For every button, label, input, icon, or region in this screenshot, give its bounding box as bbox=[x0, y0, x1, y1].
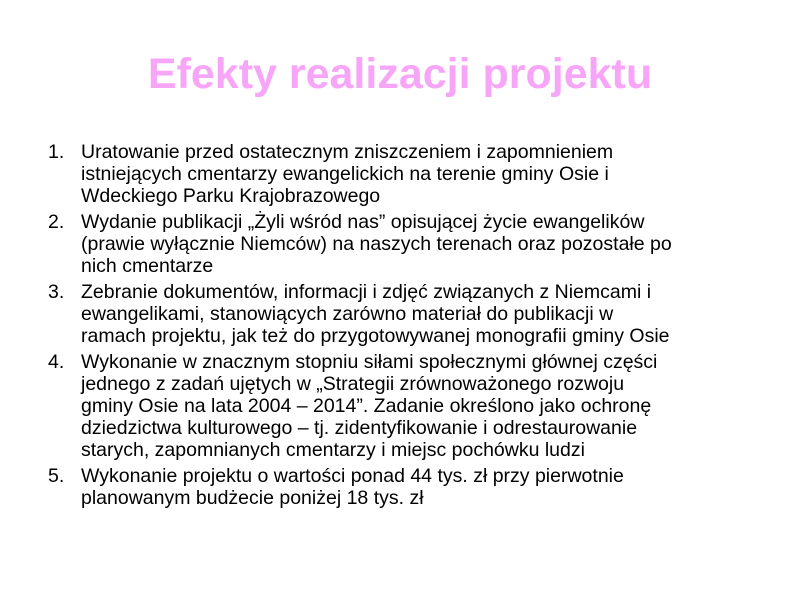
list-item-text: Uratowanie przed ostatecznym zniszczeniem i zapomnieniem istniejących cmentarzy ewangelickich na terenie gminy Osie i Wdeckiego Parku Krajobrazowego bbox=[81, 141, 614, 207]
list-item-number: 2. bbox=[48, 211, 65, 233]
list-item bbox=[48, 211, 768, 277]
list-item bbox=[48, 465, 768, 509]
list-item-text: Wydanie publikacji „Żyli wśród nas” opisującej życie ewangelików (prawie wyłącznie Niemców) na naszych terenach oraz pozostałe po nich cmentarze bbox=[81, 211, 672, 277]
list-item-number: 4. bbox=[48, 351, 65, 373]
list-item-number: 3. bbox=[48, 281, 65, 303]
list-item-text: Wykonanie w znacznym stopniu siłami społecznymi głównej części jednego z zadań ujętych w „Strategii zrównoważonego rozwoju gminy Osie na lata 2004 – 2014”. Zadanie określono jako ochronę dziedzictwa kulturowego – tj. zidentyfikowanie i odrestaurowanie starych, zapomnianych cmentarzy i miejsc pochówku ludzi bbox=[81, 351, 658, 461]
list-item bbox=[48, 281, 768, 347]
list-item-number: 5. bbox=[48, 465, 65, 487]
list-item-number: 1. bbox=[48, 141, 65, 163]
list-item bbox=[48, 141, 768, 207]
list-item-text: Wykonanie projektu o wartości ponad 44 tys. zł przy pierwotnie planowanym budżecie poniżej 18 tys. zł bbox=[81, 465, 624, 509]
slide-title: Efekty realizacji projektu bbox=[147, 50, 653, 98]
list-item-text: Zebranie dokumentów, informacji i zdjęć związanych z Niemcami i ewangelikami, stanowiących zarówno materiał do publikacji w ramach projektu, jak też do przygotowywanej monografii gminy Osie bbox=[81, 281, 670, 347]
list-item bbox=[48, 351, 768, 461]
effects-list bbox=[48, 141, 768, 513]
